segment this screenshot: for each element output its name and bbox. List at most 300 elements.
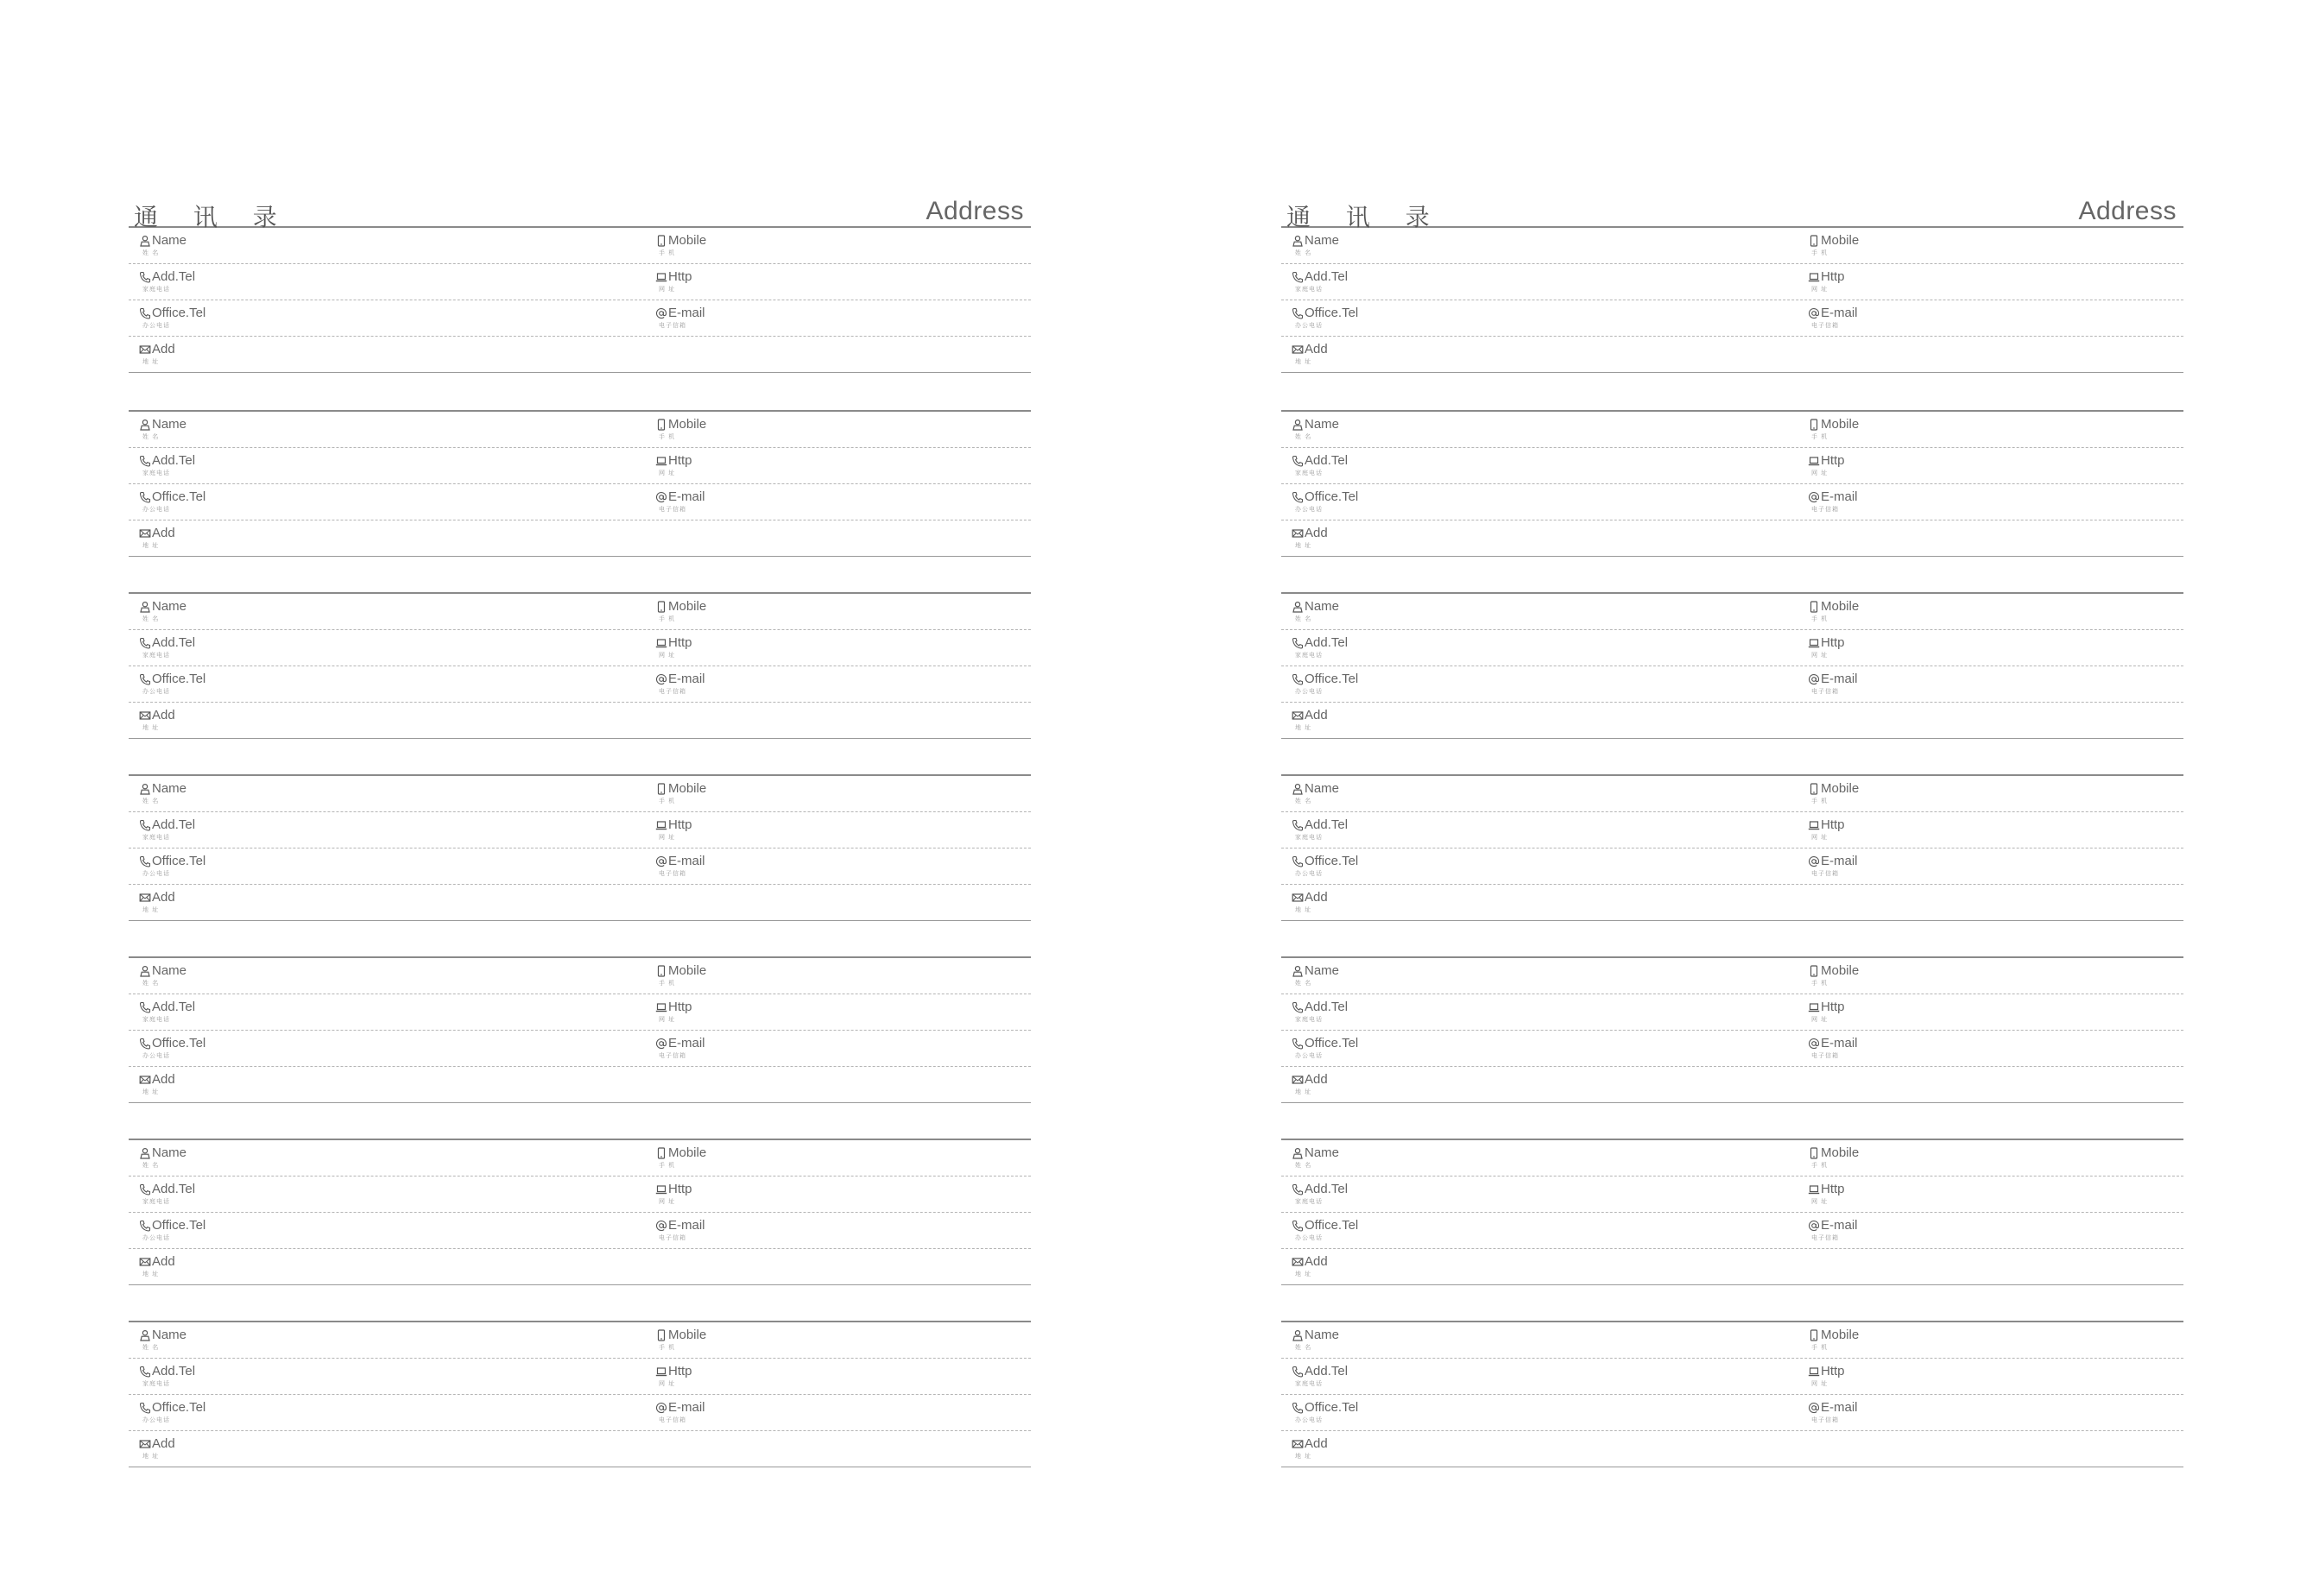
add-tel-label: Add.Tel [1305, 269, 1349, 284]
office-tel-field[interactable] [1292, 672, 1358, 695]
contact-entry [129, 774, 1031, 919]
add-tel-field[interactable] [1292, 1364, 1348, 1387]
name-row [129, 1322, 1031, 1359]
office-tel-sublabel: 办公电话 [142, 688, 170, 695]
mobile-field[interactable] [1808, 233, 1859, 256]
email-sublabel: 电子信箱 [659, 688, 686, 695]
name-row [129, 1140, 1031, 1176]
at-icon [1808, 1220, 1820, 1232]
name-row [129, 228, 1031, 264]
mobile-field[interactable] [1808, 963, 1859, 987]
add-tel-label: Add.Tel [152, 453, 196, 468]
http-field[interactable] [1808, 1364, 1845, 1387]
add-tel-label: Add.Tel [1305, 817, 1349, 832]
mobile-label: Mobile [668, 1145, 707, 1160]
add-row [1281, 1067, 2183, 1103]
envelope-icon [139, 710, 151, 722]
add-field[interactable] [1292, 1436, 1328, 1460]
person-icon [139, 235, 151, 247]
envelope-icon [1292, 1438, 1304, 1450]
envelope-icon [1292, 344, 1304, 356]
email-label: E-mail [1821, 1218, 1858, 1233]
mobile-phone-icon [1808, 965, 1820, 977]
office-tel-field[interactable] [1292, 1036, 1358, 1059]
envelope-icon [139, 892, 151, 904]
add-tel-field[interactable] [1292, 453, 1348, 476]
add-tel-sublabel: 家庭电话 [1295, 286, 1323, 293]
http-field[interactable] [655, 1364, 692, 1387]
office-tel-label: Office.Tel [152, 1400, 206, 1415]
envelope-icon [139, 1074, 151, 1086]
add-row [129, 1249, 1031, 1285]
person-icon [1292, 1329, 1304, 1341]
mobile-label: Mobile [1821, 417, 1860, 432]
name-label: Name [152, 417, 187, 432]
add-tel-field[interactable] [139, 817, 195, 841]
mobile-field[interactable] [655, 233, 706, 256]
mobile-field[interactable] [1808, 1145, 1859, 1169]
name-sublabel: 姓 名 [1295, 249, 1312, 256]
add-tel-row [129, 1359, 1031, 1395]
name-label: Name [1305, 599, 1340, 614]
contact-entry [129, 1139, 1031, 1284]
http-sublabel: 网 址 [1811, 1016, 1829, 1023]
name-label: Name [152, 233, 187, 248]
add-tel-label: Add.Tel [152, 1364, 196, 1378]
add-tel-field[interactable] [139, 635, 195, 659]
person-icon [1292, 1147, 1304, 1159]
add-tel-sublabel: 家庭电话 [142, 652, 170, 659]
add-field[interactable] [1292, 890, 1328, 913]
add-tel-field[interactable] [139, 1182, 195, 1205]
office-tel-label: Office.Tel [152, 306, 206, 320]
office-tel-field[interactable] [139, 1218, 205, 1241]
office-tel-row [1281, 300, 2183, 337]
http-label: Http [668, 817, 692, 832]
add-tel-label: Add.Tel [1305, 1000, 1349, 1014]
phone-icon [1292, 673, 1304, 685]
add-tel-sublabel: 家庭电话 [142, 470, 170, 476]
office-tel-label: Office.Tel [1305, 1036, 1359, 1050]
email-field[interactable] [655, 306, 705, 329]
add-tel-label: Add.Tel [152, 269, 196, 284]
http-label: Http [668, 1364, 692, 1378]
mobile-label: Mobile [668, 233, 707, 248]
http-field[interactable] [655, 269, 692, 293]
add-tel-label: Add.Tel [1305, 453, 1349, 468]
email-label: E-mail [1821, 672, 1858, 686]
office-tel-sublabel: 办公电话 [1295, 1416, 1323, 1423]
person-icon [1292, 783, 1304, 795]
name-field[interactable] [1292, 1328, 1339, 1351]
laptop-icon [1808, 271, 1820, 283]
office-tel-sublabel: 办公电话 [142, 506, 170, 513]
name-sublabel: 姓 名 [142, 798, 160, 804]
add-tel-sublabel: 家庭电话 [1295, 1198, 1323, 1205]
office-tel-row [129, 666, 1031, 703]
add-sublabel: 地 址 [1295, 906, 1312, 913]
name-row [1281, 776, 2183, 812]
http-field[interactable] [1808, 1000, 1845, 1023]
email-field[interactable] [1808, 489, 1858, 513]
add-sublabel: 地 址 [142, 724, 160, 731]
name-field[interactable] [139, 599, 186, 622]
phone-icon [139, 1220, 151, 1232]
page-title-en: Address [2078, 197, 2177, 225]
add-label: Add [152, 526, 175, 540]
office-tel-label: Office.Tel [1305, 306, 1359, 320]
mobile-label: Mobile [1821, 781, 1860, 796]
mobile-label: Mobile [668, 417, 707, 432]
at-icon [655, 1038, 667, 1050]
add-field[interactable] [139, 1436, 175, 1460]
envelope-icon [139, 344, 151, 356]
add-label: Add [152, 342, 175, 356]
office-tel-field[interactable] [139, 854, 205, 877]
mobile-phone-icon [655, 419, 667, 431]
email-field[interactable] [1808, 1218, 1858, 1241]
mobile-sublabel: 手 机 [659, 798, 676, 804]
add-row [1281, 1249, 2183, 1285]
name-field[interactable] [139, 781, 186, 804]
office-tel-label: Office.Tel [152, 1036, 206, 1050]
office-tel-label: Office.Tel [1305, 854, 1359, 868]
add-tel-row [129, 812, 1031, 848]
mobile-label: Mobile [1821, 599, 1860, 614]
name-row [129, 594, 1031, 630]
name-sublabel: 姓 名 [1295, 433, 1312, 440]
add-field[interactable] [139, 708, 175, 731]
add-sublabel: 地 址 [142, 542, 160, 549]
add-tel-row [129, 630, 1031, 666]
mobile-field[interactable] [655, 599, 706, 622]
add-tel-label: Add.Tel [1305, 1364, 1349, 1378]
http-sublabel: 网 址 [1811, 286, 1829, 293]
mobile-sublabel: 手 机 [1811, 980, 1829, 987]
name-label: Name [152, 781, 187, 796]
add-sublabel: 地 址 [142, 1088, 160, 1095]
office-tel-row [1281, 848, 2183, 885]
add-field[interactable] [139, 890, 175, 913]
phone-icon [1292, 1366, 1304, 1378]
phone-icon [139, 1402, 151, 1414]
add-tel-field[interactable] [139, 269, 195, 293]
add-field[interactable] [1292, 342, 1328, 365]
add-sublabel: 地 址 [1295, 542, 1312, 549]
office-tel-field[interactable] [139, 489, 205, 513]
page-title-cn: 通 讯 录 [1286, 203, 1444, 231]
phone-icon [1292, 271, 1304, 283]
laptop-icon [655, 1001, 667, 1013]
name-field[interactable] [139, 233, 186, 256]
laptop-icon [1808, 637, 1820, 649]
contact-entry [1281, 774, 2183, 919]
http-field[interactable] [1808, 817, 1845, 841]
office-tel-sublabel: 办公电话 [1295, 322, 1323, 329]
http-sublabel: 网 址 [659, 1380, 676, 1387]
add-row [129, 520, 1031, 557]
contact-entry [129, 410, 1031, 555]
email-label: E-mail [668, 1036, 705, 1050]
page-title-en: Address [926, 197, 1024, 225]
add-row [1281, 703, 2183, 739]
office-tel-label: Office.Tel [152, 672, 206, 686]
person-icon [1292, 419, 1304, 431]
add-tel-sublabel: 家庭电话 [1295, 1016, 1323, 1023]
name-row [129, 958, 1031, 994]
name-field[interactable] [1292, 233, 1339, 256]
email-sublabel: 电子信箱 [1811, 870, 1839, 877]
mobile-field[interactable] [1808, 417, 1859, 440]
phone-icon [139, 819, 151, 831]
office-tel-field[interactable] [1292, 306, 1358, 329]
add-tel-field[interactable] [1292, 1000, 1348, 1023]
phone-icon [1292, 1402, 1304, 1414]
add-tel-sublabel: 家庭电话 [1295, 470, 1323, 476]
add-tel-label: Add.Tel [152, 817, 196, 832]
email-field[interactable] [1808, 854, 1858, 877]
office-tel-sublabel: 办公电话 [1295, 688, 1323, 695]
http-sublabel: 网 址 [659, 286, 676, 293]
at-icon [1808, 1402, 1820, 1414]
email-sublabel: 电子信箱 [1811, 506, 1839, 513]
phone-icon [1292, 819, 1304, 831]
name-row [1281, 958, 2183, 994]
add-tel-field[interactable] [1292, 817, 1348, 841]
name-sublabel: 姓 名 [142, 433, 160, 440]
http-label: Http [668, 453, 692, 468]
office-tel-field[interactable] [1292, 1218, 1358, 1241]
add-tel-row [129, 264, 1031, 300]
name-sublabel: 姓 名 [142, 615, 160, 622]
add-tel-field[interactable] [1292, 1182, 1348, 1205]
office-tel-field[interactable] [139, 1400, 205, 1423]
http-field[interactable] [1808, 269, 1845, 293]
email-field[interactable] [655, 489, 705, 513]
office-tel-sublabel: 办公电话 [142, 1234, 170, 1241]
add-tel-row [1281, 994, 2183, 1031]
name-field[interactable] [139, 1328, 186, 1351]
at-icon [655, 307, 667, 319]
email-field[interactable] [1808, 306, 1858, 329]
mobile-field[interactable] [655, 781, 706, 804]
mobile-sublabel: 手 机 [1811, 798, 1829, 804]
mobile-field[interactable] [1808, 781, 1859, 804]
email-label: E-mail [668, 1400, 705, 1415]
office-tel-field[interactable] [1292, 1400, 1358, 1423]
email-label: E-mail [1821, 1400, 1858, 1415]
add-field[interactable] [1292, 708, 1328, 731]
add-field[interactable] [139, 526, 175, 549]
envelope-icon [139, 1438, 151, 1450]
mobile-field[interactable] [655, 1328, 706, 1351]
name-label: Name [1305, 1328, 1340, 1342]
office-tel-row [129, 848, 1031, 885]
laptop-icon [655, 1366, 667, 1378]
add-tel-row [1281, 264, 2183, 300]
name-sublabel: 姓 名 [1295, 1344, 1312, 1351]
add-tel-label: Add.Tel [1305, 635, 1349, 650]
phone-icon [139, 1366, 151, 1378]
contact-entry [129, 228, 1031, 371]
add-field[interactable] [139, 1072, 175, 1095]
add-row [1281, 885, 2183, 921]
mobile-phone-icon [1808, 1147, 1820, 1159]
http-field[interactable] [655, 635, 692, 659]
phone-icon [139, 1001, 151, 1013]
email-field[interactable] [655, 1036, 705, 1059]
mobile-phone-icon [655, 601, 667, 613]
add-row [129, 1067, 1031, 1103]
add-field[interactable] [1292, 526, 1328, 549]
email-sublabel: 电子信箱 [1811, 322, 1839, 329]
mobile-label: Mobile [1821, 963, 1860, 978]
name-label: Name [152, 1328, 187, 1342]
office-tel-row [1281, 484, 2183, 520]
add-label: Add [152, 1072, 175, 1087]
add-field[interactable] [1292, 1254, 1328, 1277]
office-tel-field[interactable] [139, 672, 205, 695]
add-row [129, 337, 1031, 373]
phone-icon [1292, 1038, 1304, 1050]
office-tel-sublabel: 办公电话 [142, 1416, 170, 1423]
office-tel-field[interactable] [1292, 854, 1358, 877]
mobile-field[interactable] [1808, 599, 1859, 622]
add-sublabel: 地 址 [1295, 1453, 1312, 1460]
add-tel-label: Add.Tel [1305, 1182, 1349, 1196]
email-field[interactable] [1808, 1400, 1858, 1423]
page-header [1281, 192, 2183, 231]
office-tel-row [1281, 1395, 2183, 1431]
office-tel-row [129, 484, 1031, 520]
name-label: Name [1305, 417, 1340, 432]
add-tel-field[interactable] [1292, 635, 1348, 659]
name-row [129, 776, 1031, 812]
name-field[interactable] [139, 1145, 186, 1169]
mobile-label: Mobile [668, 781, 707, 796]
http-sublabel: 网 址 [1811, 470, 1829, 476]
email-field[interactable] [655, 1400, 705, 1423]
add-tel-field[interactable] [139, 1000, 195, 1023]
add-tel-row [1281, 1359, 2183, 1395]
add-tel-field[interactable] [139, 1364, 195, 1387]
mobile-sublabel: 手 机 [659, 433, 676, 440]
http-label: Http [668, 1182, 692, 1196]
add-tel-sublabel: 家庭电话 [142, 834, 170, 841]
mobile-phone-icon [655, 1147, 667, 1159]
name-field[interactable] [1292, 781, 1339, 804]
add-sublabel: 地 址 [1295, 724, 1312, 731]
mobile-phone-icon [655, 235, 667, 247]
add-row [129, 703, 1031, 739]
email-field[interactable] [655, 854, 705, 877]
phone-icon [1292, 1220, 1304, 1232]
at-icon [1808, 491, 1820, 503]
email-field[interactable] [1808, 672, 1858, 695]
mobile-field[interactable] [655, 1145, 706, 1169]
email-field[interactable] [655, 1218, 705, 1241]
add-tel-sublabel: 家庭电话 [1295, 1380, 1323, 1387]
http-field[interactable] [1808, 635, 1845, 659]
add-sublabel: 地 址 [1295, 1088, 1312, 1095]
at-icon [1808, 307, 1820, 319]
office-tel-field[interactable] [1292, 489, 1358, 513]
phone-icon [139, 491, 151, 503]
email-field[interactable] [655, 672, 705, 695]
http-field[interactable] [655, 1182, 692, 1205]
name-sublabel: 姓 名 [142, 1162, 160, 1169]
http-field[interactable] [1808, 453, 1845, 476]
email-field[interactable] [1808, 1036, 1858, 1059]
mobile-phone-icon [1808, 601, 1820, 613]
http-label: Http [1821, 1000, 1845, 1014]
name-field[interactable] [1292, 1145, 1339, 1169]
http-field[interactable] [1808, 1182, 1845, 1205]
name-field[interactable] [1292, 963, 1339, 987]
email-sublabel: 电子信箱 [659, 870, 686, 877]
http-field[interactable] [655, 1000, 692, 1023]
add-sublabel: 地 址 [1295, 358, 1312, 365]
at-icon [655, 491, 667, 503]
name-field[interactable] [139, 963, 186, 987]
http-field[interactable] [655, 817, 692, 841]
name-field[interactable] [139, 417, 186, 440]
email-sublabel: 电子信箱 [1811, 1052, 1839, 1059]
office-tel-field[interactable] [139, 306, 205, 329]
add-row [1281, 1431, 2183, 1467]
name-field[interactable] [1292, 417, 1339, 440]
http-sublabel: 网 址 [659, 834, 676, 841]
name-sublabel: 姓 名 [1295, 798, 1312, 804]
laptop-icon [1808, 455, 1820, 467]
person-icon [139, 1329, 151, 1341]
name-label: Name [1305, 963, 1340, 978]
name-field[interactable] [1292, 599, 1339, 622]
phone-icon [139, 455, 151, 467]
phone-icon [1292, 1183, 1304, 1195]
name-row [1281, 594, 2183, 630]
mobile-phone-icon [1808, 1329, 1820, 1341]
mobile-field[interactable] [655, 963, 706, 987]
http-sublabel: 网 址 [1811, 1380, 1829, 1387]
person-icon [139, 783, 151, 795]
add-tel-field[interactable] [139, 453, 195, 476]
http-sublabel: 网 址 [1811, 834, 1829, 841]
add-field[interactable] [139, 342, 175, 365]
add-field[interactable] [139, 1254, 175, 1277]
add-tel-row [1281, 448, 2183, 484]
http-field[interactable] [655, 453, 692, 476]
add-tel-row [1281, 1176, 2183, 1213]
name-row [129, 412, 1031, 448]
office-tel-row [1281, 1031, 2183, 1067]
mobile-sublabel: 手 机 [1811, 249, 1829, 256]
add-field[interactable] [1292, 1072, 1328, 1095]
contact-entry [1281, 1321, 2183, 1466]
add-tel-sublabel: 家庭电话 [142, 1016, 170, 1023]
add-tel-field[interactable] [1292, 269, 1348, 293]
laptop-icon [655, 455, 667, 467]
mobile-label: Mobile [668, 963, 707, 978]
office-tel-field[interactable] [139, 1036, 205, 1059]
http-label: Http [668, 635, 692, 650]
mobile-field[interactable] [655, 417, 706, 440]
add-label: Add [152, 708, 175, 722]
http-label: Http [1821, 1182, 1845, 1196]
email-label: E-mail [668, 854, 705, 868]
mobile-field[interactable] [1808, 1328, 1859, 1351]
office-tel-row [129, 1395, 1031, 1431]
